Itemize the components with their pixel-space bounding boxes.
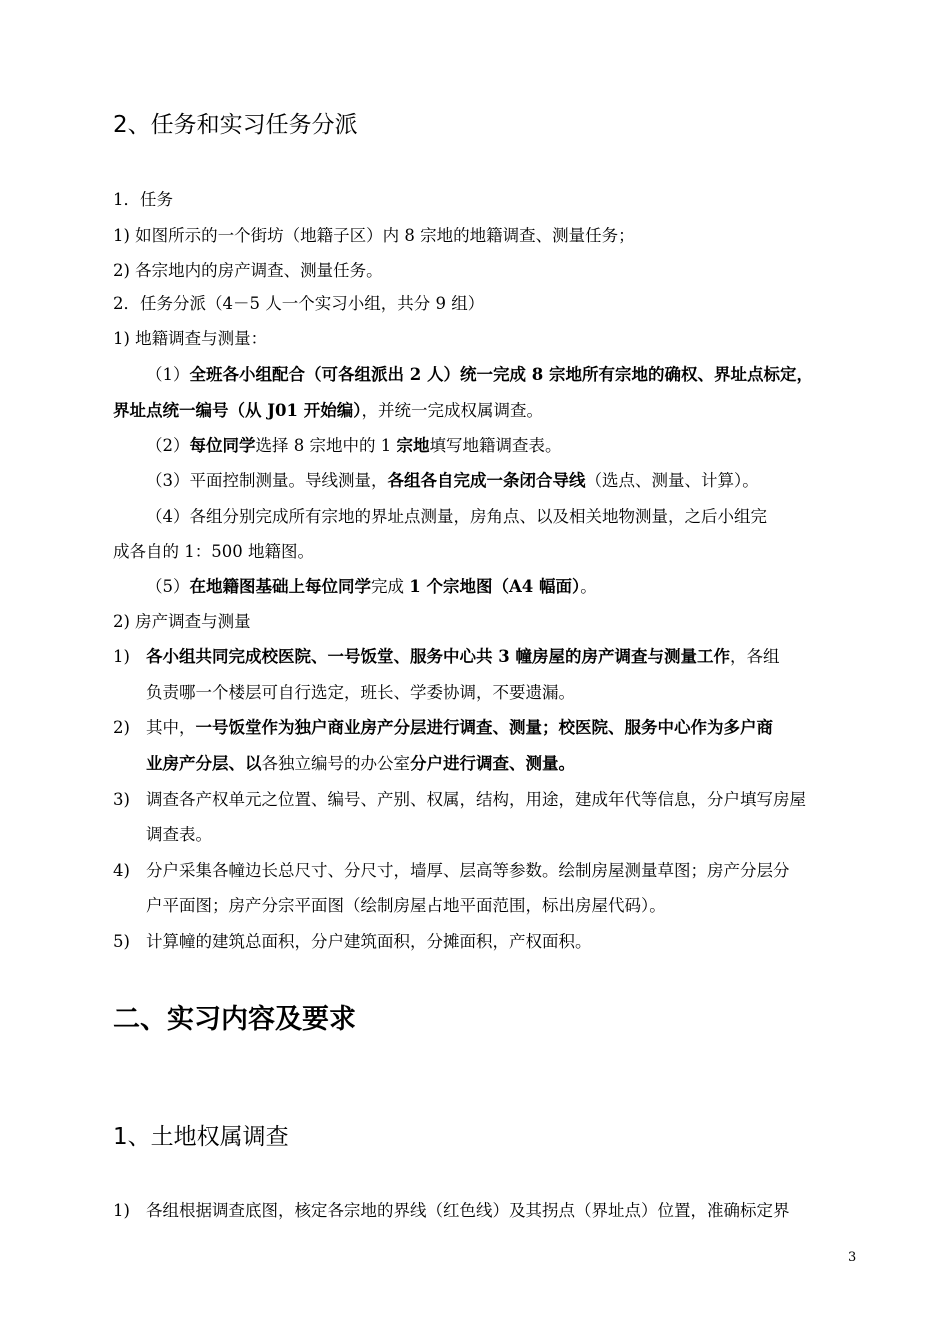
cadastral-heading: 1) 地籍调查与测量： [113, 329, 268, 348]
house-item-2-text-2: 各独立编号的办公室 [261, 754, 410, 773]
cadastral-item-3-bold: 各组各自完成一条闭合导线 [387, 471, 586, 490]
cadastral-item-1-line-1 [146, 364, 813, 386]
house-item-5-num: 5) [113, 932, 130, 951]
house-item-2-line-2 [146, 753, 575, 775]
cadastral-item-1-line-2 [113, 400, 543, 422]
house-item-2-num: 2) [113, 718, 130, 737]
section-1-title: 1、土地权属调查 [113, 1124, 289, 1150]
section-2-title: 2、任务和实习任务分派 [113, 112, 358, 138]
house-item-2-bold-2: 业房产分层、以 [146, 754, 262, 773]
house-heading: 2) 房产调查与测量 [113, 612, 251, 631]
task-item-1: 1) 如图所示的一个街坊（地籍子区）内 8 宗地的地籍调查、测量任务； [113, 226, 635, 245]
cadastral-item-2-text-2: 填写地籍调查表。 [429, 436, 562, 455]
cadastral-item-2-bold-2: 宗地 [396, 436, 430, 455]
house-item-3-line-1: 调查各产权单元之位置、编号、产别、权属，结构，用途，建成年代等信息，分户填写房屋 [146, 790, 806, 809]
cadastral-item-1-bold: 全班各小组配合（可各组派出 2 人）统一完成 8 宗地所有宗地的确权、界址点标定， [189, 365, 813, 384]
house-item-3-num: 3) [113, 790, 130, 809]
land-item-1-line-1: 各组根据调查底图，核定各宗地的界线（红色线）及其拐点（界址点）位置，准确标定界 [146, 1201, 790, 1220]
house-item-1-line-2: 负责哪一个楼层可自行选定，班长、学委协调，不要遗漏。 [146, 683, 575, 702]
cadastral-item-5-bold: 在地籍图基础上每位同学 [189, 577, 371, 596]
cadastral-item-4-line-2: 成各自的 1：500 地籍图。 [113, 542, 314, 561]
house-item-4-line-1: 分户采集各幢边长总尺寸、分尺寸，墙厚、层高等参数。绘制房屋测量草图；房产分层分 [146, 861, 790, 880]
task-heading: 1．任务 [113, 190, 173, 209]
cadastral-item-5 [146, 576, 597, 598]
cadastral-item-2 [146, 435, 561, 457]
cadastral-item-5-text-2: 。 [580, 577, 597, 596]
cadastral-item-2-bold: 每位同学 [189, 436, 256, 455]
page-number: 3 [848, 1250, 857, 1265]
cadastral-item-5-bold-2: 1 个宗地图（A4 幅面） [409, 577, 581, 596]
house-item-2-bold-3: 分户进行调查、测量。 [410, 754, 575, 773]
house-item-4-num: 4) [113, 861, 130, 880]
house-item-2-bold: 一号饭堂作为独户商业房产分层进行调查、测量；校医院、服务中心作为多户商 [195, 718, 773, 737]
house-item-2-line-1 [146, 717, 773, 739]
house-item-1-text: ，各组 [729, 647, 780, 666]
cadastral-item-3-text: （3）平面控制测量。导线测量， [146, 471, 388, 490]
cadastral-item-1-text: ，并统一完成权属调查。 [361, 401, 544, 420]
cadastral-item-5-text: 完成 [371, 577, 410, 596]
cadastral-item-1-num: （1） [146, 365, 190, 384]
cadastral-item-3 [146, 470, 759, 492]
house-item-1-num: 1) [113, 647, 130, 666]
house-item-2-text: 其中， [146, 718, 196, 737]
house-item-1-bold: 各小组共同完成校医院、一号饭堂、服务中心共 3 幢房屋的房产调查与测量工作 [146, 647, 730, 666]
house-item-5-line-1: 计算幢的建筑总面积，分户建筑面积，分摊面积，产权面积。 [146, 932, 592, 951]
cadastral-item-2-num: （2） [146, 436, 190, 455]
house-item-4-line-2: 户平面图；房产分宗平面图（绘制房屋占地平面范围，标出房屋代码）。 [146, 896, 666, 915]
house-item-1-line-1 [146, 646, 779, 668]
section-II-title: 二、实习内容及要求 [113, 1004, 356, 1035]
cadastral-item-1-bold-2: 界址点统一编号（从 J01 开始编） [113, 401, 362, 420]
task-item-2: 2) 各宗地内的房产调查、测量任务。 [113, 261, 383, 280]
land-item-1-num: 1) [113, 1201, 130, 1220]
cadastral-item-5-num: （5） [146, 577, 190, 596]
cadastral-item-3-text-2: （选点、测量、计算）。 [585, 471, 759, 490]
cadastral-item-4-line-1: （4）各组分别完成所有宗地的界址点测量，房角点、以及相关地物测量，之后小组完 [146, 507, 767, 526]
assign-heading: 2．任务分派（4－5 人一个实习小组，共分 9 组） [113, 294, 485, 313]
cadastral-item-2-text: 选择 8 宗地中的 1 [255, 436, 397, 455]
house-item-3-line-2: 调查表。 [146, 825, 212, 844]
